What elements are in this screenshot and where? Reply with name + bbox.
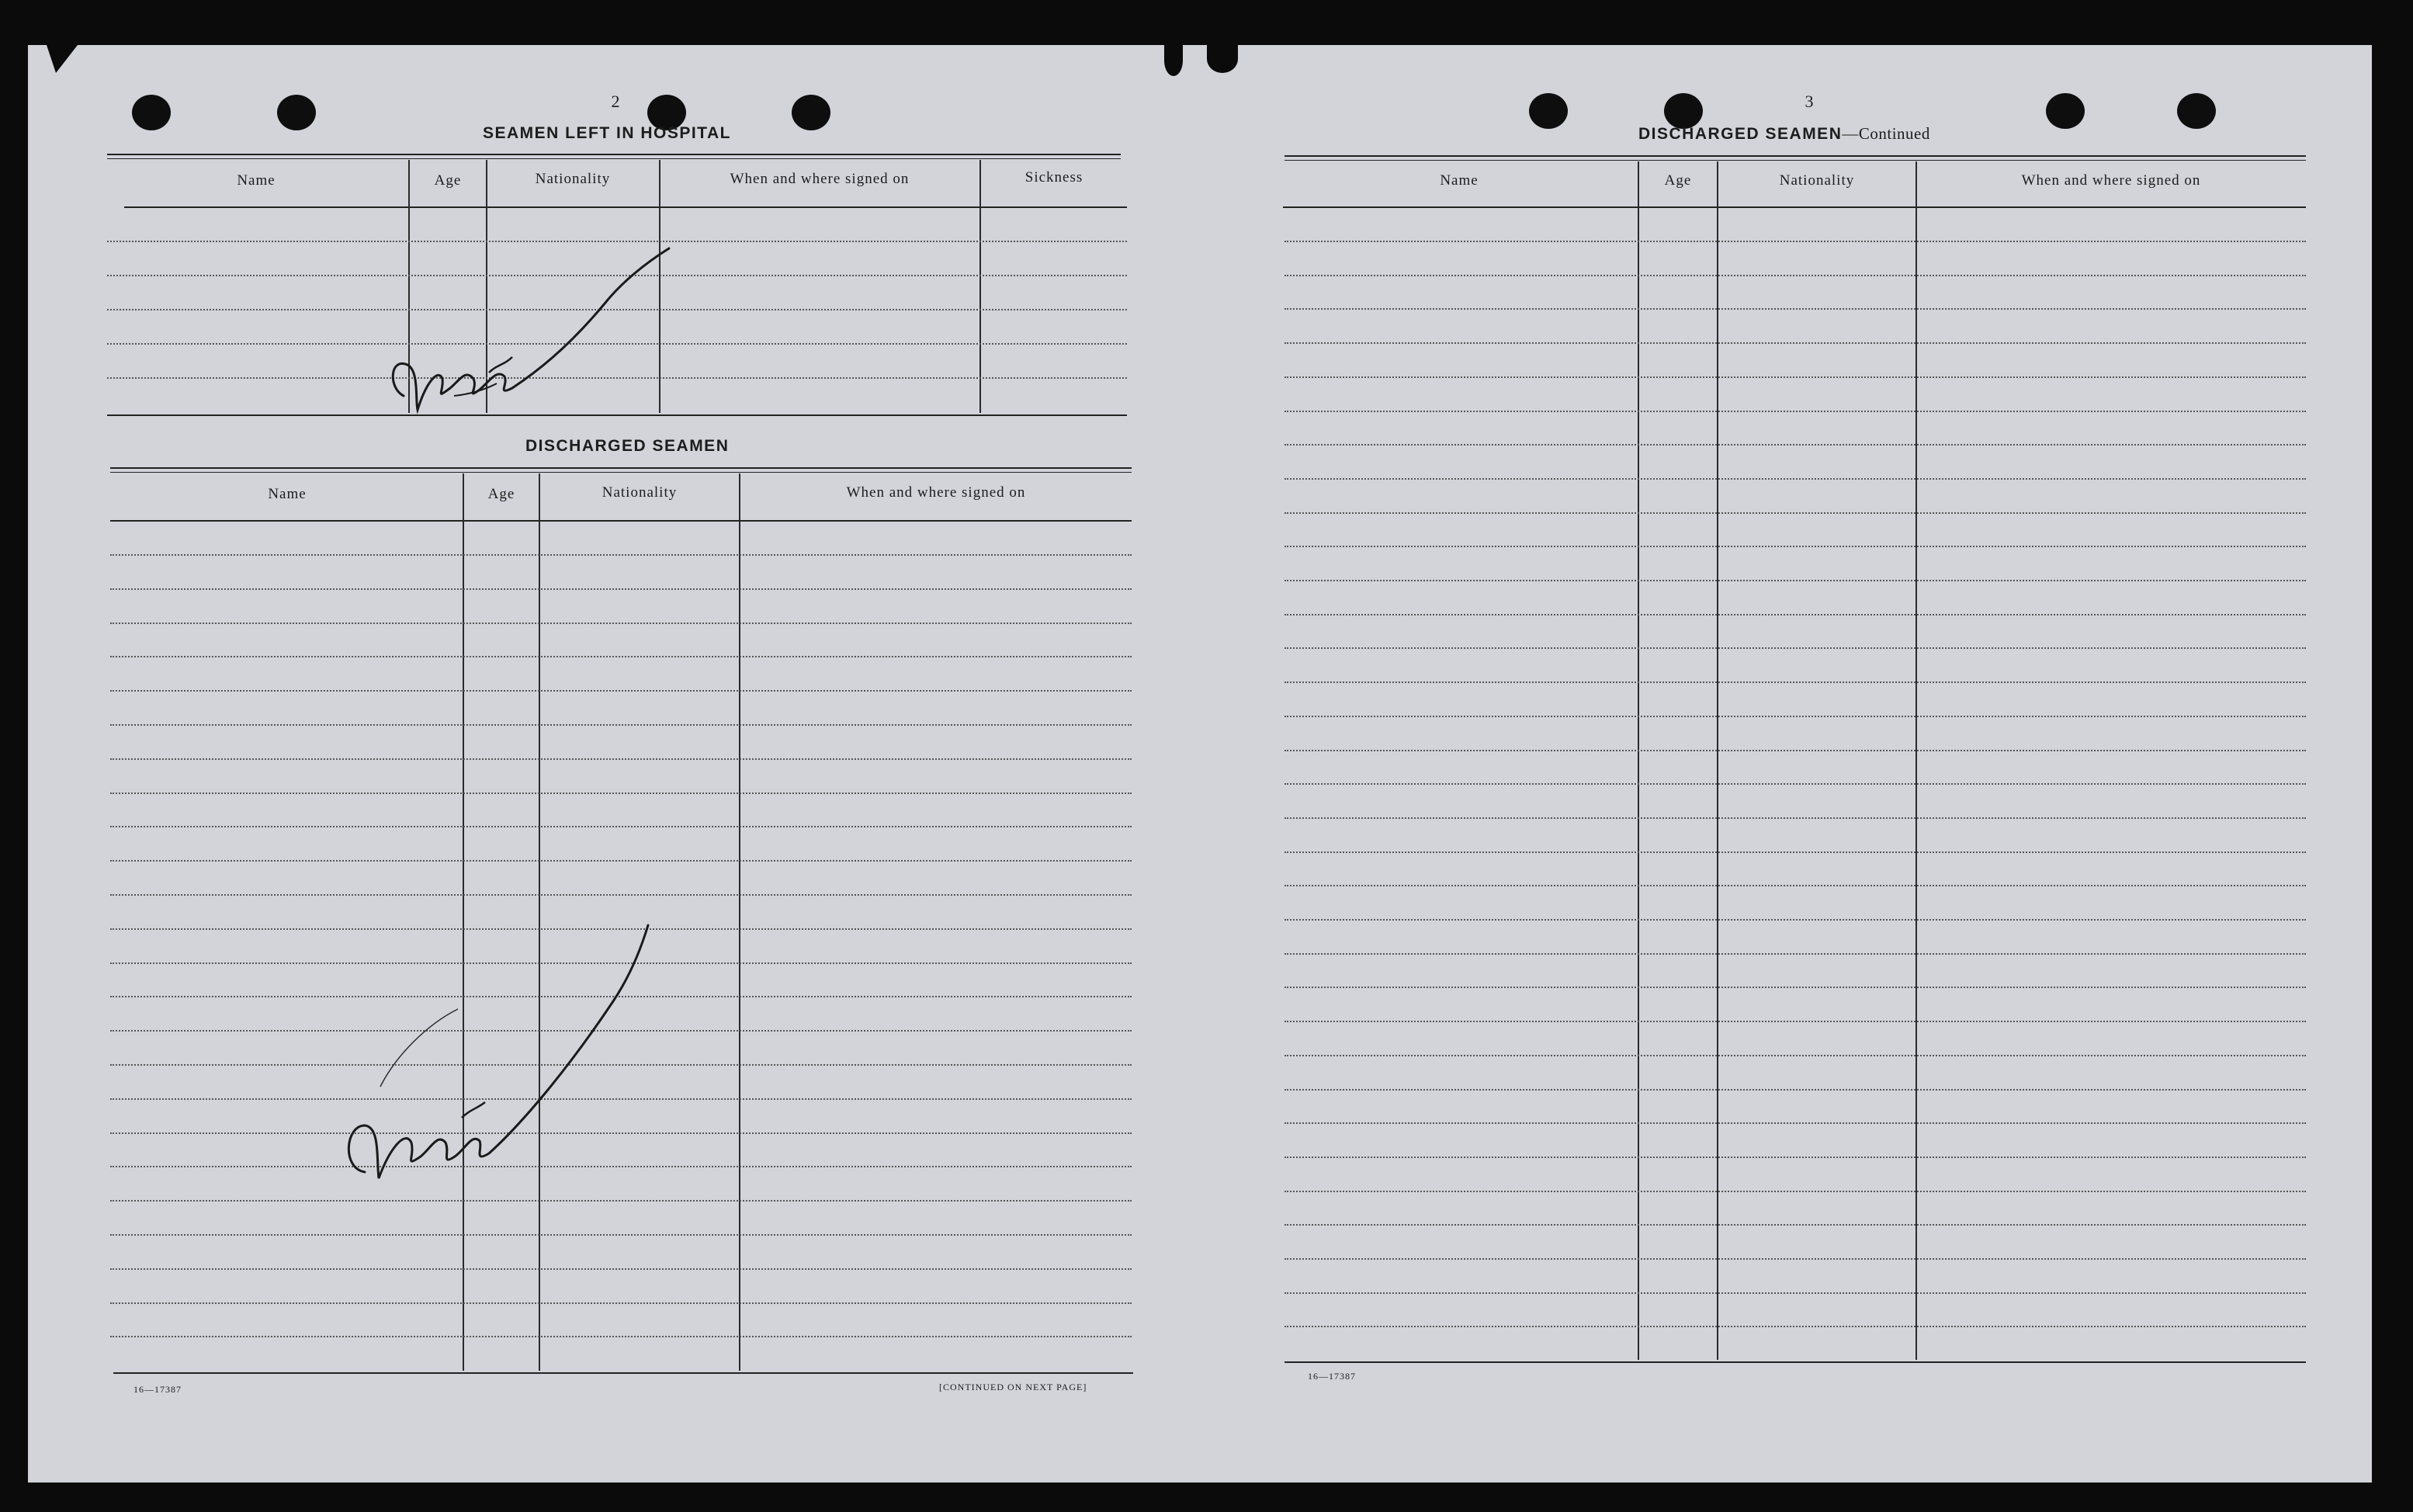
ruled-line [1285,817,2306,819]
ruled-line [1285,1055,2306,1056]
ruled-line [110,792,1132,794]
punch-hole [1529,93,1568,129]
hospital-header-signed-on: When and where signed on [730,171,910,187]
ruled-line [1285,376,2306,378]
ruled-line [1285,750,2306,751]
form-number-right: 16—17387 [1308,1371,1356,1382]
handwritten-none-annotation [380,241,691,419]
discharged-header-rule [110,520,1132,522]
ruled-line [1285,241,2306,242]
punch-hole [2177,93,2216,129]
ruled-line [1285,1021,2306,1022]
ruled-line [1285,1258,2306,1260]
ruled-line [110,656,1132,657]
right-section-title [1638,124,1930,144]
right-header-rule [1283,206,2306,208]
handwritten-none-annotation [334,893,660,1188]
right-section-title-text: DISCHARGED SEAMEN [1638,125,1843,143]
ruled-line [1285,308,2306,310]
punch-hole [792,95,830,130]
ruled-line [110,588,1132,590]
ruled-line [110,724,1132,726]
discharged-header-signed-on: When and where signed on [846,484,1026,501]
ruled-line [1285,411,2306,412]
hospital-section-title: SEAMEN LEFT IN HOSPITAL [483,124,731,142]
hospital-top-rule [107,154,1121,155]
ruled-line [1285,1326,2306,1327]
ruled-line [1285,444,2306,446]
right-top-rule-2 [1285,160,2306,161]
ruled-line [110,860,1132,862]
hospital-top-rule-2 [107,158,1121,159]
ruled-line [1285,275,2306,276]
ruled-line [110,1234,1132,1236]
page-number-left: 2 [611,92,620,111]
ruled-line [110,622,1132,624]
hospital-header-nationality: Nationality [535,171,611,187]
right-header-name: Name [1440,172,1479,189]
right-col-divider [1915,161,1917,1360]
hospital-header-rule [124,206,1127,208]
ruled-line [1285,647,2306,649]
ruled-line [110,1336,1132,1337]
ruled-line [110,826,1132,827]
hospital-header-age: Age [434,172,462,189]
right-bottom-rule [1285,1361,2306,1363]
discharged-bottom-rule [113,1372,1133,1374]
ruled-line [1285,919,2306,921]
ruled-line [110,758,1132,760]
torn-edge [1207,45,1238,73]
ruled-line [1285,512,2306,514]
hospital-col-divider [979,160,981,413]
continued-note: [CONTINUED ON NEXT PAGE] [939,1382,1087,1392]
ruled-line [1285,851,2306,853]
hospital-header-sickness: Sickness [1024,169,1083,186]
ruled-line [1285,885,2306,886]
ruled-line [1285,478,2306,480]
page-number-right: 3 [1805,92,1814,111]
torn-edge [1164,45,1183,76]
punch-hole [2046,93,2085,129]
right-header-age: Age [1664,172,1692,189]
ruled-line [1285,987,2306,988]
discharged-top-rule-2 [110,472,1132,473]
punch-hole [132,95,171,130]
discharged-col-divider [739,473,740,1371]
ruled-line [1285,580,2306,581]
ruled-line [1285,783,2306,785]
hospital-header-name: Name [237,172,276,189]
ruled-line [1285,1191,2306,1192]
ruled-line [1285,546,2306,547]
right-header-nationality: Nationality [1779,172,1855,189]
discharged-header-age: Age [487,486,515,502]
ruled-line [110,554,1132,556]
right-top-rule [1285,155,2306,157]
discharged-section-title: DISCHARGED SEAMEN [525,437,730,455]
discharged-header-name: Name [268,486,307,502]
ruled-line [110,1302,1132,1304]
ruled-line [1285,1292,2306,1294]
ruled-line [1285,1122,2306,1124]
ruled-line [1285,342,2306,344]
ruled-line [110,690,1132,692]
ruled-line [1285,1157,2306,1158]
ruled-line [1285,614,2306,616]
ruled-line [1285,716,2306,717]
ruled-line [110,1200,1132,1202]
ruled-line [110,1268,1132,1270]
right-header-signed-on: When and where signed on [2021,172,2201,189]
ruled-line [1285,681,2306,683]
discharged-top-rule [110,467,1132,469]
document-sheet [28,45,2372,1483]
ruled-line [1285,1089,2306,1091]
right-section-title-suffix: —Continued [1842,124,1930,143]
right-col-divider [1638,161,1639,1360]
right-col-divider [1717,161,1718,1360]
punch-hole [277,95,316,130]
discharged-header-nationality: Nationality [602,484,678,501]
ruled-line [1285,953,2306,955]
form-number-left: 16—17387 [133,1384,182,1395]
ruled-line [1285,1224,2306,1226]
